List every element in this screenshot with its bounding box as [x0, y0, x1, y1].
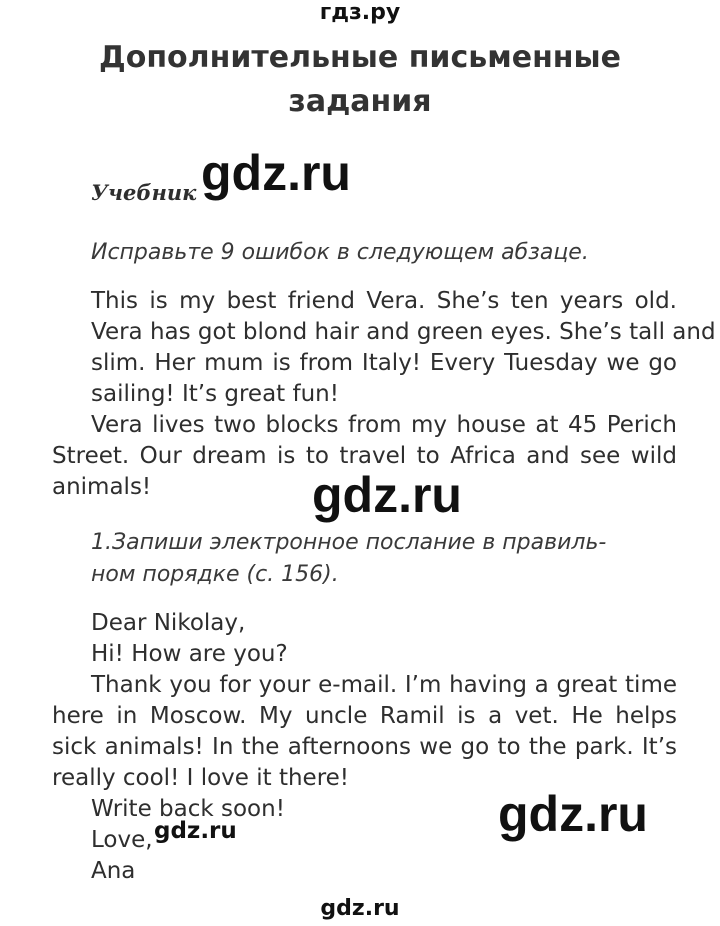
page-title-line2: задания: [288, 84, 432, 119]
watermark-mid1: gdz.ru: [201, 145, 351, 201]
task1-line: This is my best friend Vera. She’s ten years old.: [91, 288, 677, 314]
task1-line: Vera has got blond hair and green eyes. She’s tall and: [91, 319, 716, 345]
letter-line: Write back soon!: [91, 796, 285, 822]
task2-instruction-line2: ном порядке (с. 156).: [91, 562, 339, 587]
watermark-inline: gdz.ru: [154, 818, 237, 844]
letter-line: sick animals! In the afternoons we go to the park. It’s: [52, 734, 677, 760]
letter-line: Hi! How are you?: [91, 641, 288, 667]
task1-line: sailing! It’s great fun!: [91, 381, 339, 407]
task1-line: animals!: [52, 474, 152, 500]
letter-line: Thank you for your e-mail. I’m having a great time: [91, 672, 677, 698]
task1-line: slim. Her mum is from Italy! Every Tuesday we go: [91, 350, 677, 376]
section-label: Учебник: [91, 180, 197, 205]
letter-line: Love,: [91, 827, 153, 853]
letter-line: really cool! I love it there!: [52, 765, 350, 791]
page-title-line1: Дополнительные письменные: [98, 40, 621, 75]
task1-line: Street. Our dream is to travel to Africa and see wild: [52, 443, 677, 469]
task1-line: Vera lives two blocks from my house at 45 Perich: [91, 412, 677, 438]
letter-line: here in Moscow. My uncle Ramil is a vet. He helps: [52, 703, 677, 729]
watermark-top: гдз.ру: [319, 0, 401, 25]
watermark-right: gdz.ru: [498, 786, 648, 842]
watermark-bottom: gdz.ru: [320, 896, 400, 921]
letter-line: Ana: [91, 858, 136, 884]
task2-instruction-line1: 1.Запиши электронное послание в правиль-: [91, 530, 607, 555]
task1-instruction: Исправьте 9 ошибок в следующем абзаце.: [91, 240, 589, 265]
letter-line: Dear Nikolay,: [91, 610, 246, 636]
watermark-mid2: gdz.ru: [312, 467, 462, 523]
